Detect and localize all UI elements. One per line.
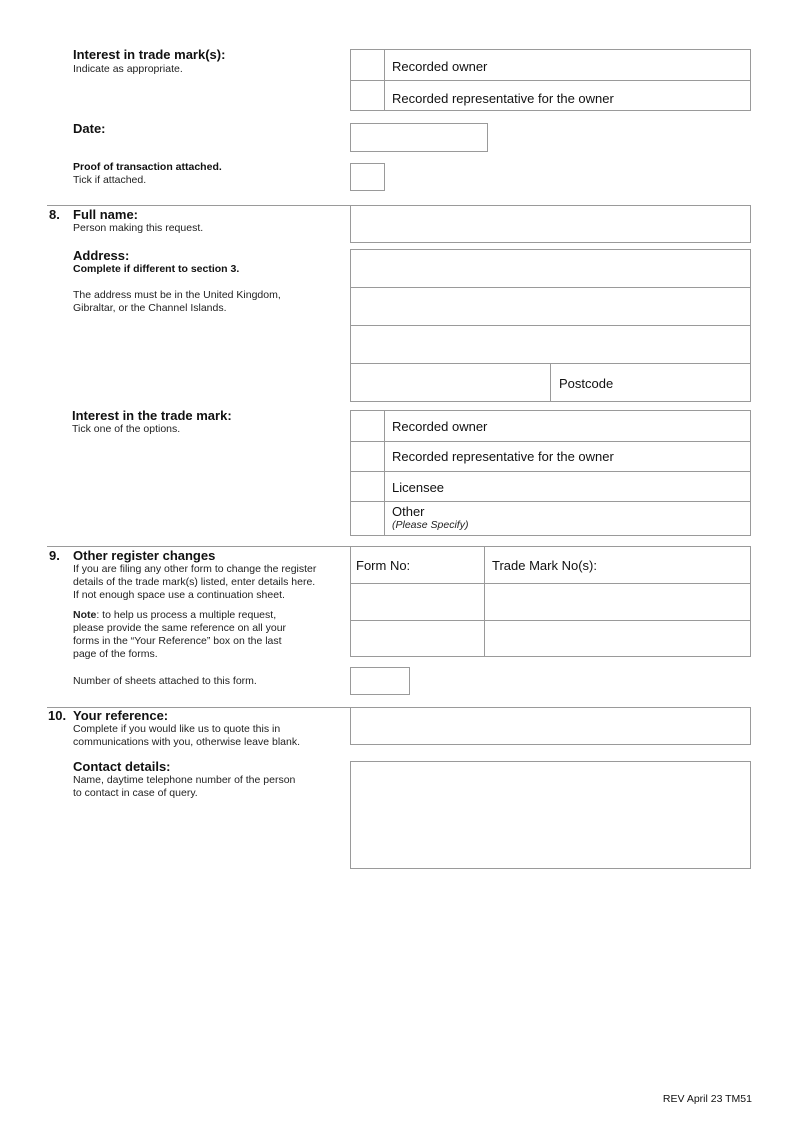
note-line4: page of the forms. <box>73 648 158 660</box>
address-line-3[interactable] <box>351 326 750 363</box>
interest-trade-marks-group <box>350 49 751 111</box>
interest-option-recorded-representative: Recorded representative for the owner <box>392 449 614 464</box>
other-register-hint-line1: If you are filing any other form to change the register <box>73 563 317 575</box>
section-8-divider <box>47 205 350 206</box>
sheets-attached-label: Number of sheets attached to this form. <box>73 675 257 687</box>
full-name-label: Full name: <box>73 207 139 222</box>
section-9-number: 9. <box>49 548 60 563</box>
recorded-representative-checkbox[interactable] <box>351 81 384 110</box>
section-10-number: 10. <box>48 708 67 723</box>
proof-label: Proof of transaction attached. <box>73 161 222 173</box>
interest-recorded-owner-checkbox[interactable] <box>351 411 384 441</box>
note-line3: forms in the “Your Reference” box on the last <box>73 635 282 647</box>
interest-other-checkbox[interactable] <box>351 502 384 535</box>
full-name-hint: Person making this request. <box>73 222 204 234</box>
interest-licensee-checkbox[interactable] <box>351 472 384 501</box>
interest-option-recorded-owner: Recorded owner <box>392 419 488 434</box>
option-recorded-representative: Recorded representative for the owner <box>392 91 614 106</box>
proof-attached-checkbox[interactable] <box>350 163 385 191</box>
trade-mark-nos-cell[interactable] <box>485 584 750 620</box>
interest-recorded-representative-checkbox[interactable] <box>351 442 384 471</box>
form-no-cell[interactable] <box>351 584 484 620</box>
form-no-header: Form No: <box>356 558 411 573</box>
address-line-4[interactable] <box>351 364 550 401</box>
contact-details-input[interactable] <box>350 761 751 869</box>
contact-details-hint-line1: Name, daytime telephone number of the person <box>73 774 296 786</box>
address-subnote: Complete if different to section 3. <box>73 263 240 275</box>
section-8-number: 8. <box>49 207 60 222</box>
your-reference-label: Your reference: <box>73 708 169 723</box>
address-group <box>350 249 751 402</box>
your-reference-input[interactable] <box>350 707 751 745</box>
note-line1-text: : to help us process a multiple request, <box>96 609 277 621</box>
interest-other-note: (Please Specify) <box>392 519 469 531</box>
interest-trade-mark-label: Interest in the trade mark: <box>72 408 232 423</box>
recorded-owner-checkbox[interactable] <box>351 50 384 80</box>
note-line1 <box>73 609 276 622</box>
other-register-hint-line2: details of the trade mark(s) listed, enter details here. <box>73 576 316 588</box>
trade-mark-nos-cell[interactable] <box>485 621 750 656</box>
your-reference-hint-line1: Complete if you would like us to quote this in <box>73 723 281 735</box>
register-changes-table <box>350 546 751 657</box>
address-hint-line2: Gibraltar, or the Channel Islands. <box>73 302 227 314</box>
note-line2: please provide the same reference on all your <box>73 622 287 634</box>
interest-option-other: Other <box>392 504 425 519</box>
interest-option-licensee: Licensee <box>392 480 445 495</box>
interest-trade-marks-label: Interest in trade mark(s): <box>73 47 226 62</box>
other-register-changes-label: Other register changes <box>73 548 216 563</box>
other-register-hint-line3: If not enough space use a continuation sheet. <box>73 589 285 601</box>
date-input[interactable] <box>350 123 488 152</box>
contact-details-label: Contact details: <box>73 759 171 774</box>
note-bold: Note <box>73 609 97 621</box>
postcode-label: Postcode <box>559 376 614 391</box>
form-no-cell[interactable] <box>351 621 484 656</box>
address-line-1[interactable] <box>351 250 750 287</box>
date-label: Date: <box>73 121 106 136</box>
interest-trade-mark-group <box>350 410 751 536</box>
address-hint-line1: The address must be in the United Kingdom, <box>73 289 281 301</box>
your-reference-hint-line2: communications with you, otherwise leave blank. <box>73 736 301 748</box>
contact-details-hint-line2: to contact in case of query. <box>73 787 198 799</box>
address-line-2[interactable] <box>351 288 750 325</box>
section-9-divider <box>47 546 350 547</box>
interest-trade-marks-hint: Indicate as appropriate. <box>73 63 183 75</box>
option-recorded-owner: Recorded owner <box>392 59 488 74</box>
sheets-attached-input[interactable] <box>350 667 410 695</box>
address-label: Address: <box>73 248 130 263</box>
full-name-input[interactable] <box>350 205 751 243</box>
interest-trade-mark-hint: Tick one of the options. <box>72 423 181 435</box>
proof-hint: Tick if attached. <box>73 174 147 186</box>
revision-footer: REV April 23 TM51 <box>662 1093 752 1105</box>
trade-mark-nos-header: Trade Mark No(s): <box>492 558 597 573</box>
